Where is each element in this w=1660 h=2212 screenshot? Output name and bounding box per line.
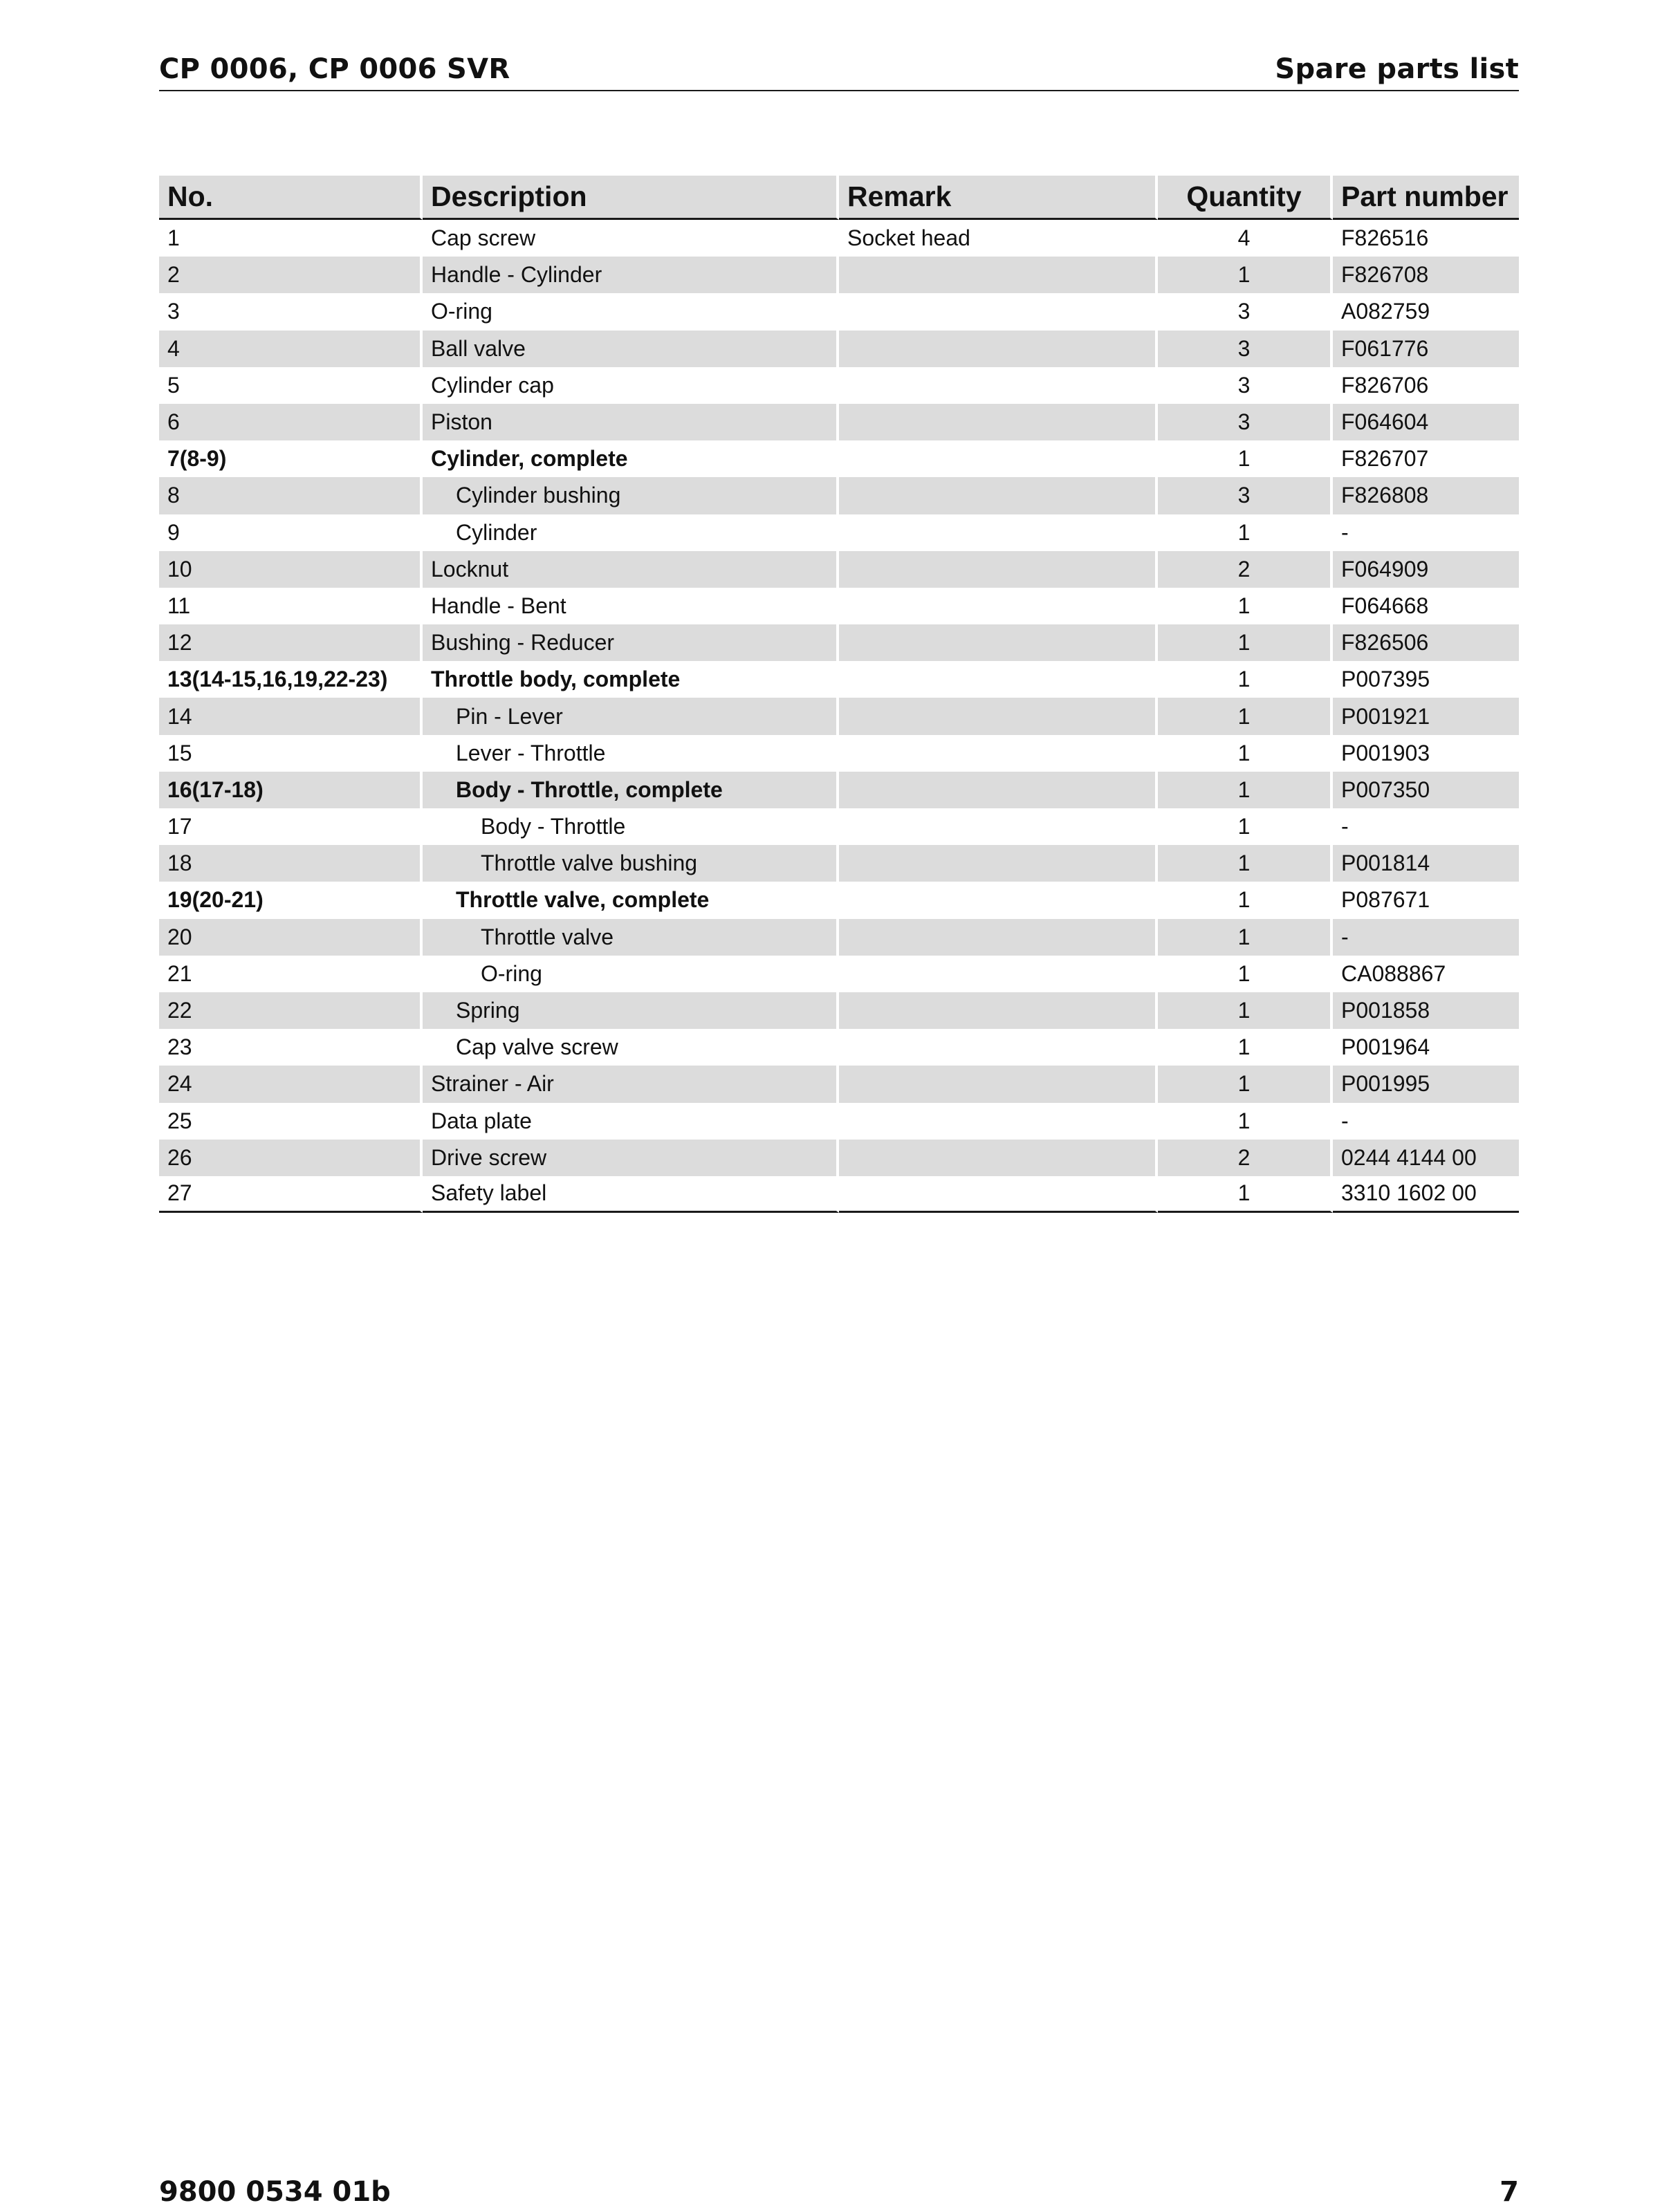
cell-remark [839, 919, 1158, 956]
cell-quantity: 2 [1158, 1140, 1333, 1176]
cell-part-number: F826707 [1333, 440, 1519, 477]
cell-part-number: - [1333, 919, 1519, 956]
cell-no: 11 [159, 588, 423, 624]
cell-description: Bushing - Reducer [423, 624, 839, 661]
cell-remark [839, 772, 1158, 808]
description-text: Cap valve screw [456, 1034, 618, 1060]
cell-quantity: 3 [1158, 404, 1333, 440]
cell-quantity: 1 [1158, 624, 1333, 661]
cell-remark [839, 661, 1158, 698]
cell-description [423, 919, 839, 956]
cell-part-number: P001814 [1333, 845, 1519, 882]
cell-no: 4 [159, 331, 423, 367]
cell-part-number: F826706 [1333, 367, 1519, 404]
cell-remark [839, 624, 1158, 661]
cell-remark [839, 588, 1158, 624]
cell-description: Throttle body, complete [423, 661, 839, 698]
cell-description: Ball valve [423, 331, 839, 367]
cell-remark [839, 992, 1158, 1029]
cell-quantity: 3 [1158, 477, 1333, 514]
description-text: Throttle valve [481, 924, 614, 949]
description-text: O-ring [481, 960, 542, 986]
description-text: Pin - Lever [456, 703, 563, 729]
table-row [159, 698, 1519, 734]
cell-quantity: 1 [1158, 514, 1333, 551]
cell-part-number: P001858 [1333, 992, 1519, 1029]
cell-part-number: F061776 [1333, 331, 1519, 367]
section-title: Spare parts list [1275, 53, 1519, 85]
table-row [159, 477, 1519, 514]
cell-no: 12 [159, 624, 423, 661]
cell-remark [839, 551, 1158, 588]
cell-quantity: 1 [1158, 588, 1333, 624]
cell-description: Drive screw [423, 1140, 839, 1176]
table-row [159, 919, 1519, 956]
cell-description [423, 772, 839, 808]
cell-no: 13(14-15,16,19,22-23) [159, 661, 423, 698]
table-row [159, 440, 1519, 477]
table-row [159, 220, 1519, 257]
table-row [159, 588, 1519, 624]
cell-no: 5 [159, 367, 423, 404]
table-row [159, 624, 1519, 661]
cell-remark [839, 440, 1158, 477]
table-row [159, 956, 1519, 992]
cell-quantity: 1 [1158, 1066, 1333, 1102]
cell-description [423, 808, 839, 845]
cell-quantity: 3 [1158, 331, 1333, 367]
cell-no: 17 [159, 808, 423, 845]
cell-quantity: 1 [1158, 882, 1333, 918]
cell-remark [839, 477, 1158, 514]
column-header-description: Description [423, 176, 839, 220]
cell-remark [839, 514, 1158, 551]
cell-description [423, 845, 839, 882]
cell-remark [839, 735, 1158, 772]
cell-description [423, 477, 839, 514]
cell-description [423, 956, 839, 992]
cell-description: Cylinder, complete [423, 440, 839, 477]
table-row [159, 367, 1519, 404]
cell-part-number: P001964 [1333, 1029, 1519, 1066]
cell-part-number: - [1333, 514, 1519, 551]
cell-quantity: 2 [1158, 551, 1333, 588]
cell-remark [839, 882, 1158, 918]
cell-no: 19(20-21) [159, 882, 423, 918]
cell-remark [839, 1140, 1158, 1176]
cell-remark [839, 698, 1158, 734]
column-header-no: No. [159, 176, 423, 220]
table-row [159, 845, 1519, 882]
description-text: Lever - Throttle [456, 740, 606, 765]
cell-part-number: P001903 [1333, 735, 1519, 772]
table-row [159, 1029, 1519, 1066]
cell-description: Safety label [423, 1176, 839, 1213]
cell-remark [839, 293, 1158, 330]
cell-part-number: 0244 4144 00 [1333, 1140, 1519, 1176]
cell-no: 8 [159, 477, 423, 514]
cell-part-number: F826708 [1333, 257, 1519, 293]
table-row [159, 293, 1519, 330]
cell-no: 6 [159, 404, 423, 440]
cell-remark [839, 1176, 1158, 1213]
cell-remark [839, 956, 1158, 992]
page-number: 7 [1500, 2176, 1519, 2208]
cell-description: Locknut [423, 551, 839, 588]
description-text: Throttle valve, complete [456, 887, 710, 913]
cell-part-number: P001995 [1333, 1066, 1519, 1102]
cell-part-number: - [1333, 808, 1519, 845]
cell-part-number: - [1333, 1103, 1519, 1140]
cell-remark [839, 404, 1158, 440]
description-text: Cylinder bushing [456, 483, 621, 508]
cell-description [423, 514, 839, 551]
cell-quantity: 1 [1158, 808, 1333, 845]
description-text: Body - Throttle, complete [456, 777, 723, 802]
cell-quantity: 1 [1158, 440, 1333, 477]
cell-description: Cylinder cap [423, 367, 839, 404]
cell-part-number: F826506 [1333, 624, 1519, 661]
cell-quantity: 1 [1158, 1176, 1333, 1213]
cell-no: 26 [159, 1140, 423, 1176]
cell-no: 2 [159, 257, 423, 293]
cell-quantity: 1 [1158, 735, 1333, 772]
cell-part-number: CA088867 [1333, 956, 1519, 992]
cell-no: 20 [159, 919, 423, 956]
cell-no: 25 [159, 1103, 423, 1140]
cell-part-number: F826516 [1333, 220, 1519, 257]
description-text: Cylinder [456, 519, 537, 545]
cell-description [423, 735, 839, 772]
cell-part-number: F064668 [1333, 588, 1519, 624]
cell-no: 23 [159, 1029, 423, 1066]
cell-quantity: 3 [1158, 367, 1333, 404]
table-header-row [159, 176, 1519, 220]
cell-no: 1 [159, 220, 423, 257]
cell-no: 16(17-18) [159, 772, 423, 808]
cell-quantity: 1 [1158, 845, 1333, 882]
cell-remark [839, 1103, 1158, 1140]
cell-part-number: P007395 [1333, 661, 1519, 698]
cell-part-number: F826808 [1333, 477, 1519, 514]
cell-quantity: 1 [1158, 257, 1333, 293]
cell-quantity: 1 [1158, 1103, 1333, 1140]
table-row [159, 1140, 1519, 1176]
cell-description [423, 882, 839, 918]
cell-no: 3 [159, 293, 423, 330]
cell-quantity: 1 [1158, 698, 1333, 734]
cell-remark [839, 257, 1158, 293]
cell-no: 22 [159, 992, 423, 1029]
description-text: Throttle valve bushing [481, 851, 698, 876]
page-header [159, 50, 1519, 91]
cell-remark [839, 1066, 1158, 1102]
cell-description: Handle - Cylinder [423, 257, 839, 293]
cell-quantity: 1 [1158, 992, 1333, 1029]
cell-remark [839, 808, 1158, 845]
cell-no: 7(8-9) [159, 440, 423, 477]
table-row [159, 331, 1519, 367]
cell-part-number: P001921 [1333, 698, 1519, 734]
table-row [159, 808, 1519, 845]
column-header-remark: Remark [839, 176, 1158, 220]
cell-part-number: P087671 [1333, 882, 1519, 918]
cell-remark [839, 1029, 1158, 1066]
cell-quantity: 1 [1158, 772, 1333, 808]
document-title: CP 0006, CP 0006 SVR [159, 53, 510, 85]
table-row [159, 772, 1519, 808]
cell-no: 9 [159, 514, 423, 551]
cell-description: Data plate [423, 1103, 839, 1140]
table-row [159, 404, 1519, 440]
cell-description: Piston [423, 404, 839, 440]
table-row [159, 661, 1519, 698]
table-row [159, 1103, 1519, 1140]
cell-no: 10 [159, 551, 423, 588]
cell-description: O-ring [423, 293, 839, 330]
cell-part-number: 3310 1602 00 [1333, 1176, 1519, 1213]
table-row [159, 1066, 1519, 1102]
table-row [159, 992, 1519, 1029]
cell-remark [839, 367, 1158, 404]
cell-part-number: A082759 [1333, 293, 1519, 330]
cell-no: 18 [159, 845, 423, 882]
table-row [159, 551, 1519, 588]
table-row [159, 257, 1519, 293]
cell-description [423, 1029, 839, 1066]
cell-no: 15 [159, 735, 423, 772]
cell-remark [839, 845, 1158, 882]
cell-part-number: F064909 [1333, 551, 1519, 588]
table-body [159, 220, 1519, 1213]
cell-description: Strainer - Air [423, 1066, 839, 1102]
document-number: 9800 0534 01b [159, 2176, 391, 2208]
cell-quantity: 4 [1158, 220, 1333, 257]
cell-no: 21 [159, 956, 423, 992]
cell-remark: Socket head [839, 220, 1158, 257]
cell-quantity: 1 [1158, 956, 1333, 992]
cell-part-number: F064604 [1333, 404, 1519, 440]
table-row [159, 1176, 1519, 1213]
cell-description [423, 698, 839, 734]
column-header-part-number: Part number [1333, 176, 1519, 220]
table-row [159, 882, 1519, 918]
table-row [159, 514, 1519, 551]
cell-quantity: 1 [1158, 919, 1333, 956]
cell-quantity: 1 [1158, 1029, 1333, 1066]
spare-parts-table [159, 176, 1519, 1213]
cell-description: Cap screw [423, 220, 839, 257]
cell-no: 27 [159, 1176, 423, 1213]
cell-no: 14 [159, 698, 423, 734]
description-text: Spring [456, 998, 520, 1023]
cell-remark [839, 331, 1158, 367]
cell-description [423, 992, 839, 1029]
table-row [159, 735, 1519, 772]
cell-part-number: P007350 [1333, 772, 1519, 808]
cell-no: 24 [159, 1066, 423, 1102]
cell-quantity: 3 [1158, 293, 1333, 330]
column-header-quantity: Quantity [1158, 176, 1333, 220]
cell-description: Handle - Bent [423, 588, 839, 624]
cell-quantity: 1 [1158, 661, 1333, 698]
description-text: Body - Throttle [481, 814, 626, 839]
